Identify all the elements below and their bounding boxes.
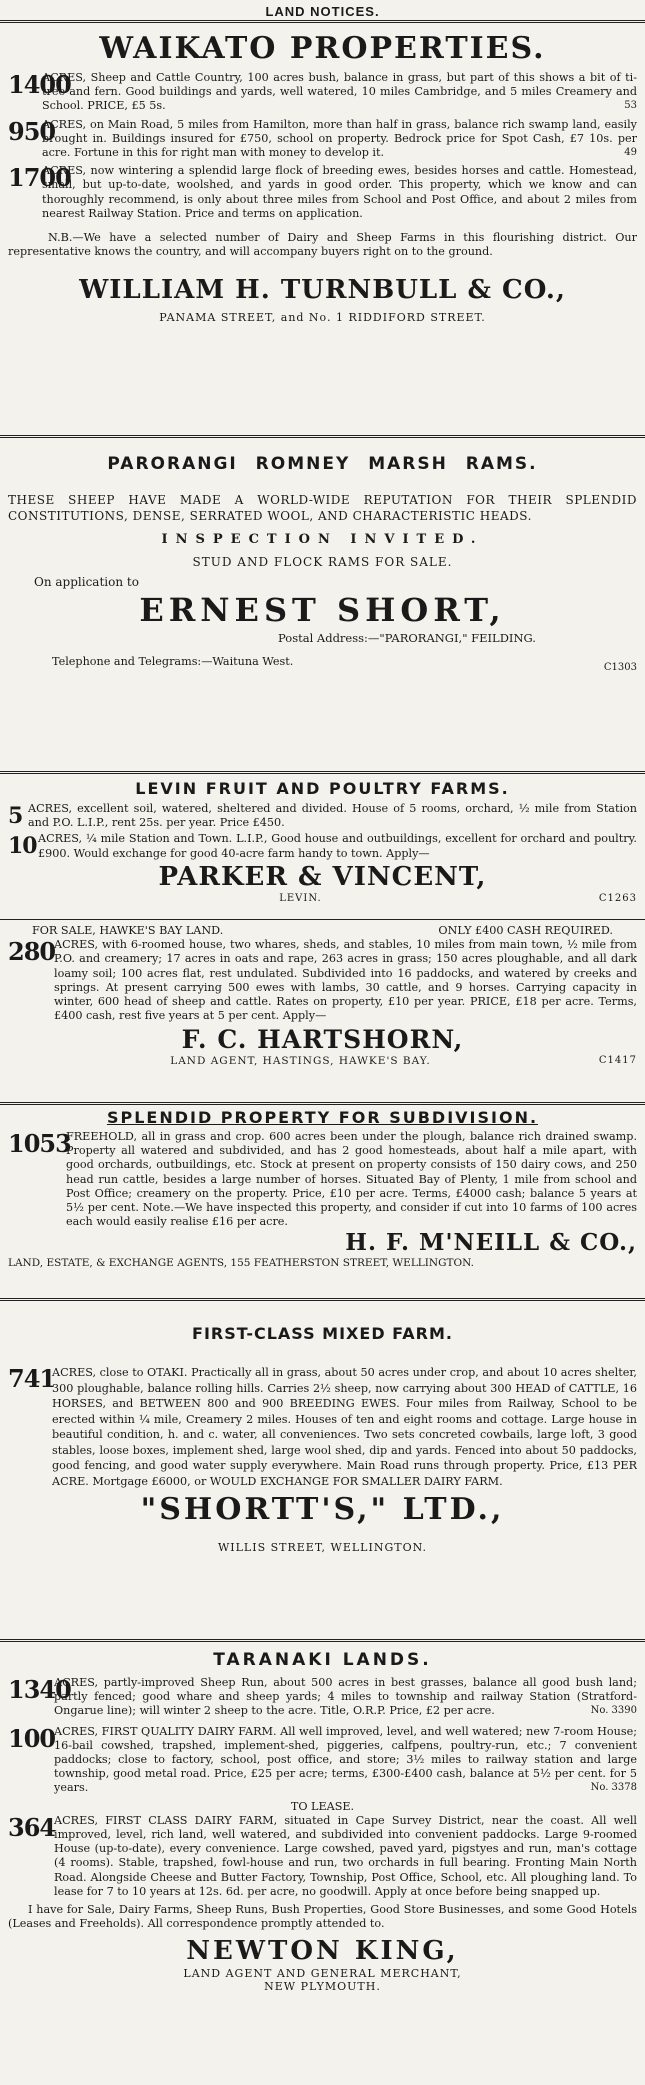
- entry-text: ACRES, FIRST QUALITY DAIRY FARM. All well improved, level, and well watered; new 7-room House; 16-bail cowshed, trapshed, implement-shed, piggeries, calfpens, poultry-run, etc.; 7 convenient paddocks; close to factory, school, post office, and store; 3½ miles to railway station and large township, good metal road. Price, £25 per acre; terms, £300-£400 cash, balance at 5½ per cent. for 5 years.: [54, 1724, 637, 1795]
- hawkes-cash: ONLY £400 CASH REQUIRED.: [438, 924, 613, 937]
- mixed-address: WILLIS STREET, WELLINGTON.: [217, 1541, 428, 1554]
- parorangi-body: THESE SHEEP HAVE MADE A WORLD-WIDE REPUTATION FOR THEIR SPLENDID CONSTITUTIONS, DENSE, SERRATED WOOL, AND CHARACTERISTIC HEADS.: [8, 493, 637, 523]
- acres-number: 10: [8, 833, 37, 860]
- subdivision-firm-row: [8, 1229, 637, 1257]
- taranaki-entry: [8, 1725, 637, 1796]
- hawkes-header-row: [8, 924, 637, 938]
- parorangi-application: On application to: [34, 575, 139, 589]
- page-header: LAND NOTICES.: [265, 4, 380, 19]
- entry-text: ACRES, partly-improved Sheep Run, about 500 acres in best grasses, balance all good bush land; partly fenced; good whare and sheep yards; 4 miles to township and railway Station (Stratford-Ongarue line); will winter 2 sheep to the acre. Title, O.R.P. Price, £2 per acre.: [54, 1676, 637, 1718]
- mixed-firm: "SHORTT'S," LTD.,: [140, 1492, 505, 1527]
- levin-ad: [8, 774, 637, 919]
- acres-number: 280: [8, 937, 56, 967]
- hawkes-address-row: [8, 1055, 637, 1067]
- taranaki-line1: LAND AGENT AND GENERAL MERCHANT,: [183, 1967, 462, 1981]
- acres-number: 950: [8, 116, 56, 146]
- acres-number: 5: [8, 803, 23, 829]
- taranaki-firm: NEWTON KING,: [186, 1936, 459, 1967]
- levin-entry: [8, 832, 637, 860]
- entry-text: FREEHOLD, all in grass and crop. 600 acres been under the plough, balance rich drained swamp. Property all watered and subdivided, and has 2 good homesteads, about half a mile apart, with good orchards, outbuildings, etc. Stock at present on property consists of 150 dairy cows, and 250 head run cattle, besides a large number of horses. Situated Bay of Plenty, 1 mile from school and Post Office; creamery on the property. Price, £10 per acre. Terms, £4000 cash; balance 5 years at 5½ per cent. Note.—We have inspected this property, and consider if cut into 10 farms of 100 acres each would easily realise £16 per acre.: [66, 1130, 637, 1229]
- hawkes-address: LAND AGENT, HASTINGS, HAWKE'S BAY.: [170, 1055, 431, 1068]
- subdivision-firm: H. F. M'NEILL & CO.,: [345, 1229, 637, 1257]
- parorangi-postal: Postal Address:—"PARORANGI," FEILDING.: [278, 631, 536, 645]
- parorangi-telephone-row: [8, 655, 637, 673]
- mixed-entry: [8, 1365, 637, 1489]
- parorangi-telephone: Telephone and Telegrams:—Waituna West.: [52, 655, 294, 668]
- waikato-entry: [8, 118, 637, 161]
- acres-number: 364: [8, 1812, 56, 1842]
- subdivision-entry: [8, 1130, 637, 1229]
- taranaki-ad: [8, 1642, 637, 2062]
- acres-number: 1700: [8, 163, 71, 193]
- entry-ref: 53: [624, 100, 637, 112]
- entry-ref: No. 3378: [590, 1782, 637, 1794]
- mixed-title: FIRST-CLASS MIXED FARM.: [192, 1324, 453, 1343]
- subdivision-address: LAND, ESTATE, & EXCHANGE AGENTS, 155 FEATHERSTON STREET, WELLINGTON.: [8, 1257, 474, 1270]
- entry-text: ACRES, with 6-roomed house, two whares, sheds, and stables, 10 miles from main town, ½ mile from P.O. and creamery; 17 acres in oats and rape, 263 acres in grass; 150 acres ploughable, and all dark loamy soil; 100 acres flat, rest undulated. Subdivided into 16 paddocks, and watered by creeks and springs. At present carrying 500 ewes with lambs, 30 cattle, and 9 horses. Carrying capacity in winter, 600 head of sheep and cattle. Rates on property, £10 per year. PRICE, £18 per acre. Terms, £400 cash, rest five years at 5 per cent. Apply—: [54, 938, 637, 1023]
- entry-ref: 49: [624, 147, 637, 159]
- waikato-ad: [8, 23, 637, 435]
- hawkes-for-sale: FOR SALE, HAWKE'S BAY LAND.: [32, 924, 224, 937]
- parorangi-title: PARORANGI ROMNEY MARSH RAMS.: [107, 454, 538, 474]
- acres-number: 741: [8, 1364, 56, 1393]
- hawkes-entry: [8, 938, 637, 1023]
- levin-place-row: [8, 893, 637, 904]
- entry-text: ACRES, FIRST CLASS DAIRY FARM, situated in Cape Survey District, near the coast. All well improved, level, rich land, well watered, and subdivided into convenient paddocks. Large 9-roomed House (up-to-date), every convenience. Large cowshed, paved yard, pigstyes and run, man's cottage (4 rooms). Stable, trapshed, fowl-house and run, two orchards in full bearing. Fronting Main North Road. Alongside Cheese and Butter Factory, Township, Post Office, School, etc. All ploughing land. To lease for 7 to 10 years at 12s. 6d. per acre, no goodwill. Apply at once before being snapped up.: [54, 1813, 637, 1898]
- parorangi-stud: STUD AND FLOCK RAMS FOR SALE.: [192, 555, 453, 569]
- entry-text: ACRES, close to OTAKI. Practically all in grass, about 50 acres under crop, and about 10 acres shelter, 300 ploughable, balance rolling hills. Carries 2½ sheep, now carrying about 300 HEAD of CATTLE, 16 HORSES, and BETWEEN 800 and 900 BREEDING EWES. Four miles from Railway, School to be erected within ¼ mile, Creamery 2 miles. Houses of ten and eight rooms and cottage. Large house in beautiful condition, h. and c. water, all conveniences. Two sets concreted cowbails, large loft, 3 good stables, loose boxes, implement shed, large wool shed, dip and yards. Fenced into about 50 paddocks, good fencing, and good water supply everywhere. Main Road runs through property. Price, £13 PER ACRE. Mortgage £6000, or WOULD EXCHANGE FOR SMALLER DAIRY FARM.: [52, 1366, 637, 1488]
- waikato-entry: [8, 71, 637, 114]
- entry-text: ACRES, now wintering a splendid large flock of breeding ewes, besides horses and cattle. Homestead, small, but up-to-date, woolshed, and yards in good order. This property, which we know and can thoroughly recommend, is only about three miles from School and Post Office, and about 2 miles from nearest Railway Station. Price and terms on application.: [42, 164, 637, 220]
- hawkes-firm: F. C. HARTSHORN,: [181, 1025, 464, 1055]
- waikato-title: WAIKATO PROPERTIES.: [99, 31, 546, 66]
- acres-number: 1053: [8, 1129, 71, 1158]
- waikato-firm: WILLIAM H. TURNBULL & CO.,: [79, 275, 566, 306]
- levin-place: LEVIN.: [279, 892, 322, 904]
- hawkes-ref: C1417: [598, 1055, 637, 1067]
- parorangi-inspection: INSPECTION INVITED.: [161, 532, 484, 547]
- entry-text: ACRES, ¼ mile Station and Town. L.I.P., Good house and outbuildings, excellent for orchard and poultry. £900. Would exchange for good 40-acre farm handy to town. Apply—: [38, 832, 637, 860]
- taranaki-lease-entry: [8, 1814, 637, 1899]
- taranaki-entry: [8, 1676, 637, 1719]
- parorangi-name: ERNEST SHORT,: [139, 591, 506, 629]
- waikato-entry: [8, 164, 637, 221]
- levin-firm: PARKER & VINCENT,: [158, 861, 487, 892]
- subdivision-ad: [8, 1105, 637, 1298]
- entry-text: ACRES, on Main Road, 5 miles from Hamilton, more than half in grass, balance rich swamp land, easily brought in. Buildings insured for £750, school on property. Bedrock price for Spot Cash, £7 10s. per acre. Fortune in this for right man with money to develop it.: [42, 117, 637, 160]
- entry-text: ACRES, Sheep and Cattle Country, 100 acres bush, balance in grass, but part of this shows a bit of ti-tree and fern. Good buildings and yards, well watered, 10 miles Cambridge, and 5 miles Creamery and School. PRICE, £5 5s.: [42, 71, 637, 113]
- entry-text: ACRES, excellent soil, watered, sheltered and divided. House of 5 rooms, orchard, ½ mile from Station and P.O. L.I.P., rent 25s. per year. Price £450.: [28, 802, 637, 830]
- taranaki-closing: I have for Sale, Dairy Farms, Sheep Runs, Bush Properties, Good Store Businesses, and some Good Hotels (Leases and Freeholds). All correspondence promptly attended to.: [8, 1903, 637, 1931]
- entry-ref: No. 3390: [590, 1705, 637, 1717]
- levin-ref: C1263: [598, 892, 637, 904]
- subdivision-title: SPLENDID PROPERTY FOR SUBDIVISION.: [106, 1108, 539, 1127]
- taranaki-line2: NEW PLYMOUTH.: [264, 1980, 381, 1994]
- acres-number: 1340: [8, 1675, 71, 1704]
- taranaki-to-lease: TO LEASE.: [290, 1799, 355, 1813]
- levin-title: LEVIN FRUIT AND POULTRY FARMS.: [135, 779, 510, 798]
- parorangi-ref: C1303: [603, 662, 637, 673]
- mixed-farm-ad: [8, 1301, 637, 1639]
- levin-entry: [8, 802, 637, 830]
- waikato-note: N.B.—We have a selected number of Dairy and Sheep Farms in this flourishing district. Our representative knows the country, and will accompany buyers right on to the ground.: [8, 231, 637, 259]
- acres-number: 100: [8, 1723, 56, 1753]
- hawkes-bay-ad: [8, 920, 637, 1102]
- acres-number: 1400: [8, 70, 71, 99]
- waikato-address: PANAMA STREET, and No. 1 RIDDIFORD STREET.: [159, 311, 486, 325]
- parorangi-ad: [8, 438, 637, 771]
- taranaki-title: TARANAKI LANDS.: [213, 1650, 432, 1670]
